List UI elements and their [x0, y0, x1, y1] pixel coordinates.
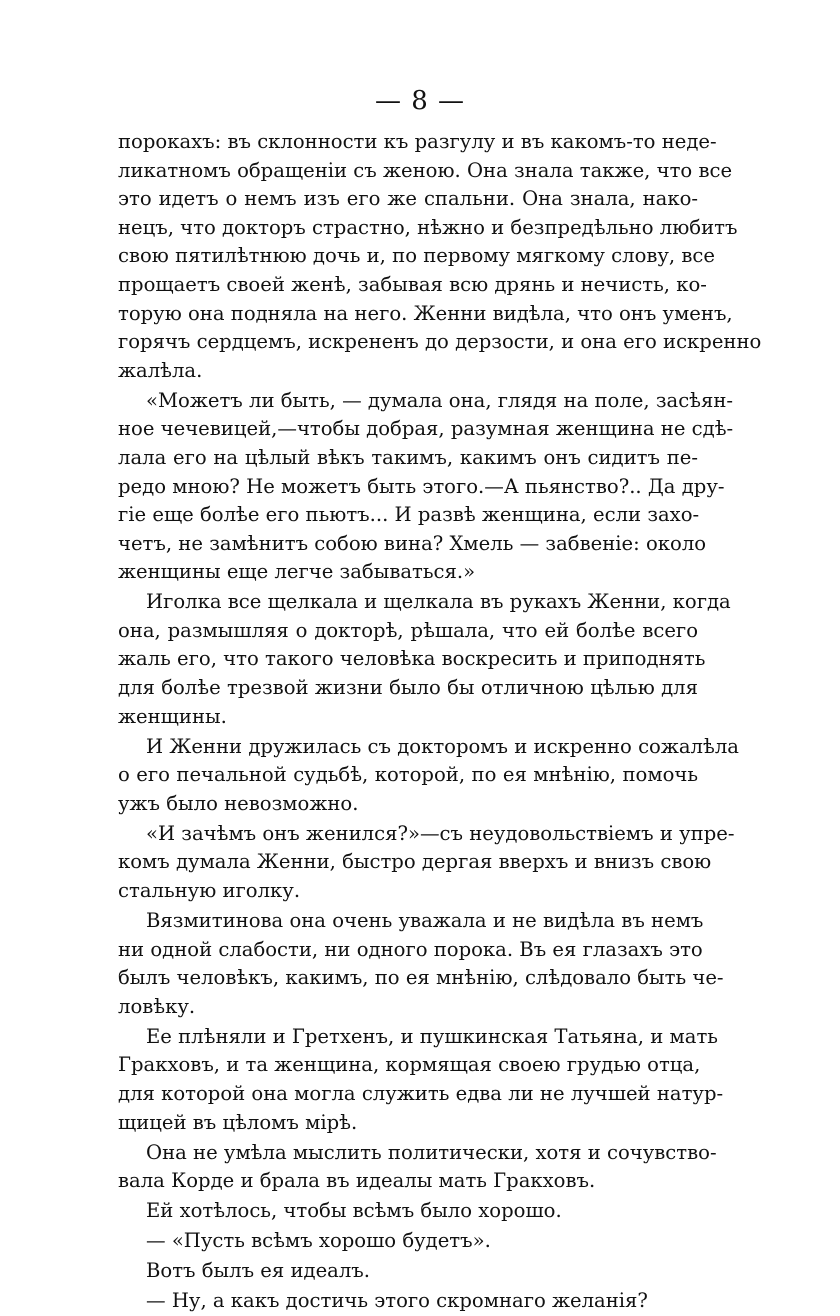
- text-line: четъ, не замѣнитъ собою вина? Хмель — забвенiе: около: [118, 531, 707, 555]
- paragraph: [118, 1287, 698, 1316]
- text-line: женщины еще легче забываться.»: [118, 560, 476, 584]
- text-line: жаль его, что такого человѣка воскресить и приподнять: [118, 647, 706, 671]
- text-line: горячъ сердцемъ, искрененъ до дерзости, и она его искренно: [118, 330, 762, 354]
- text-line: лала его на цѣлый вѣкъ такимъ, какимъ онъ сидитъ пе-: [118, 445, 698, 469]
- text-line: торую она подняла на него. Женни видѣла, что онъ уменъ,: [118, 301, 733, 325]
- paragraph: [118, 1197, 698, 1226]
- paragraph: [118, 1023, 724, 1137]
- paragraph: [118, 733, 739, 819]
- text-line: И Женни дружилась съ докторомъ и искренно сожалѣла: [146, 734, 739, 758]
- paragraph: [118, 1139, 717, 1196]
- text-line: Ей хотѣлось, чтобы всѣмъ было хорошо.: [146, 1199, 562, 1223]
- text-line: ликатномъ обращенiи съ женою. Она знала также, что все: [118, 158, 733, 182]
- paragraph: [118, 588, 731, 731]
- paragraph: [118, 128, 762, 385]
- text-line: нецъ, что докторъ страстно, нѣжно и безпредѣльно любитъ: [118, 215, 738, 239]
- text-line: Вотъ былъ ея идеалъ.: [146, 1259, 370, 1283]
- text-line: жалѣла.: [118, 358, 203, 382]
- text-line: Ее плѣняли и Гретхенъ, и пушкинская Татьяна, и мать: [146, 1024, 718, 1048]
- text-line: для болѣе трезвой жизни было бы отличною цѣлью для: [118, 676, 698, 700]
- text-line: ужъ было невозможно.: [118, 791, 359, 815]
- text-line: это идетъ о немъ изъ его же спальни. Она знала, нако-: [118, 187, 698, 211]
- text-line: — «Пусть всѣмъ хорошо будетъ».: [146, 1229, 491, 1253]
- text-line: свою пятилѣтнюю дочь и, по первому мягкому слову, все: [118, 244, 715, 268]
- text-line: ни одной слабости, ни одного порока. Въ ея глазахъ это: [118, 937, 703, 961]
- text-line: прощаетъ своей женѣ, забывая всю дрянь и нечисть, ко-: [118, 272, 707, 296]
- text-line: Вязмитинова она очень уважала и не видѣла въ немъ: [146, 908, 704, 932]
- text-line: щицей въ цѣломъ мiрѣ.: [118, 1110, 358, 1134]
- text-line: она, размышляя о докторѣ, рѣшала, что ей болѣе всего: [118, 618, 698, 642]
- text-line: ловѣку.: [118, 994, 196, 1018]
- page-number: — 8 —: [374, 86, 466, 116]
- paragraph: [118, 907, 724, 1021]
- text-line: о его печальной судьбѣ, которой, по ея мнѣнiю, помочь: [118, 763, 698, 787]
- text-line: вала Корде и брала въ идеалы мать Гракховъ.: [118, 1169, 596, 1193]
- text-line: «И зачѣмъ онъ женился?»—съ неудовольствiемъ и упре-: [146, 821, 735, 845]
- text-line: порокахъ: въ склонности къ разгулу и въ какомъ-то неде-: [118, 130, 717, 153]
- text-line: — Ну, а какъ достичь этого скромнаго желанiя?: [146, 1289, 648, 1313]
- text-line: редо мною? Не можетъ быть этого.—А пьянство?.. Да дру-: [118, 474, 725, 498]
- text-line: гiе еще болѣе его пьютъ... И развѣ женщина, если захо-: [118, 503, 700, 527]
- text-line: стальную иголку.: [118, 879, 301, 902]
- text-line: Она не умѣла мыслить политически, хотя и сочувство-: [146, 1140, 717, 1164]
- text-line: Гракховъ, и та женщина, кормящая своею грудью отца,: [118, 1053, 701, 1077]
- text-line: женщины.: [118, 704, 227, 728]
- paragraph: [118, 387, 734, 587]
- text-line: былъ человѣкъ, какимъ, по ея мнѣнiю, слѣдовало быть че-: [118, 966, 724, 990]
- text-line: комъ думала Женни, быстро дергая вверхъ и внизъ свою: [118, 850, 712, 874]
- paragraph: [118, 1257, 698, 1286]
- text-line: ное чечевицей,—чтобы добрая, разумная женщина не сдѣ-: [118, 417, 734, 441]
- paragraph: [118, 1227, 698, 1256]
- text-line: Иголка все щелкала и щелкала въ рукахъ Женни, когда: [146, 590, 731, 614]
- text-line: для которой она могла служить едва ли не лучшей натур-: [118, 1081, 724, 1105]
- paragraph: [118, 820, 735, 906]
- text-line: «Можетъ ли быть, — думала она, глядя на поле, засѣян-: [146, 388, 734, 412]
- page-text: [118, 128, 762, 1316]
